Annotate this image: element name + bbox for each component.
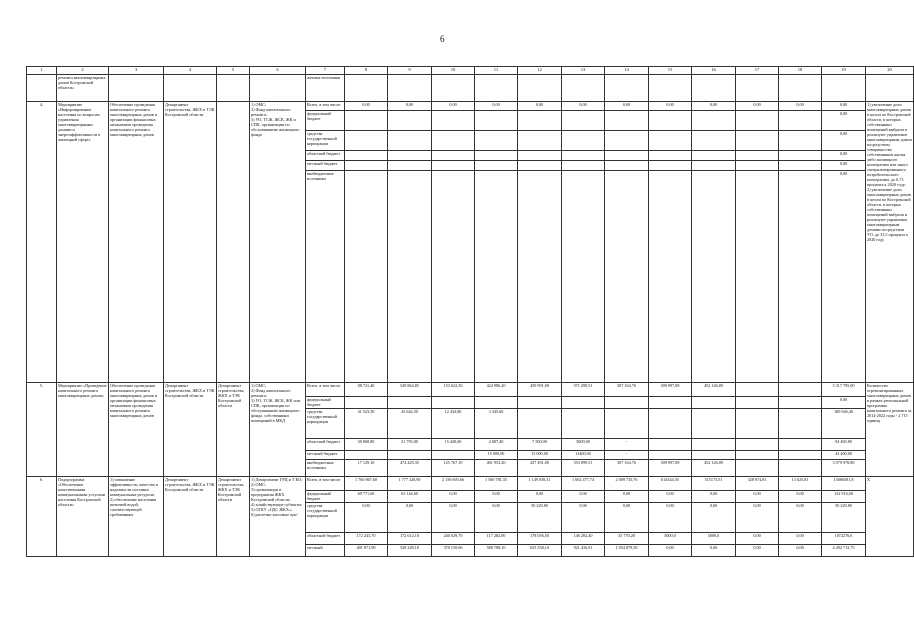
funding-source: внебюджетные источники [306,460,345,477]
funding-value [779,171,822,383]
funding-value: 50 229,80 [822,503,866,533]
funding-value: 125 767,10 [432,460,475,477]
funding-value: 35 770,20 [605,533,649,545]
funding-value: 17 129,10 [345,460,388,477]
funding-value: 43 642,50 [388,409,432,439]
funding-value [692,131,736,151]
empty-cell [250,75,306,102]
funding-value [388,397,432,409]
funding-value: 178 056,50 [518,533,562,545]
funding-value: 0,00 [779,102,822,111]
funding-value: 4 687,40 [475,439,518,451]
funding-value: 41 523,50 [345,409,388,439]
funding-value [475,397,518,409]
funding-source: федеральный бюджет [306,111,345,131]
funding-value: 0,00 [562,503,605,533]
column-header: 10 [432,67,475,75]
funding-value: 0,00 [475,503,518,533]
funding-value [736,397,779,409]
funding-value [736,131,779,151]
empty-cell [109,75,164,102]
funding-value: 3 317 795,00 [822,383,866,397]
co-executor: Департамент строительства, ЖКХ и ТЭК Костромской области [217,477,250,557]
funding-source: жетные источники [306,75,345,102]
funding-value [736,383,779,397]
funding-value: 309 997,89 [649,383,692,397]
funding-value [736,111,779,131]
funding-value [562,397,605,409]
event-name: Мероприятие «Проведение капитального ремонта многоквартирных домов» [57,383,109,477]
funding-value [779,409,822,439]
funding-value: 0,00 [736,533,779,545]
column-header: 12 [518,67,562,75]
column-header: 4 [164,67,217,75]
event-goal: Обеспечение проведения капитального ремонта многоквартирных домов и организации финансовых механизмов проведения капитального ремонта многоквартирных домов [109,383,164,477]
event-goal: 1) повышение эффективности, качества и надежности поставки коммунальных ресурсов; 2) обеспечение населения питьевой водой, соответствующей требованиям [109,477,164,557]
funding-source: местный бюджет [306,451,345,460]
value-cell [822,75,866,102]
section-row [27,102,914,111]
funding-value: 424 986,20 [475,383,518,397]
funding-value [779,439,822,451]
column-header: 1 [27,67,57,75]
column-header: 14 [605,67,649,75]
value-cell [605,75,649,102]
funding-value: 0,00 [822,151,866,161]
funding-value: 13 025,81 [779,477,822,491]
funding-value: 401 953,20 [475,460,518,477]
funding-value: 0,00 [475,102,518,111]
value-cell [736,75,779,102]
funding-value: 0,00 [692,545,736,557]
funding-value: 100 946,40 [822,409,866,439]
funding-value: 614344,35 [649,477,692,491]
funding-value [518,397,562,409]
funding-value [345,451,388,460]
funding-value: 1 560 781,35 [475,477,518,491]
funding-value: 240 029,70 [432,533,475,545]
expected-result: Количество отремонтированных многоквартирных домов в рамках региональной программы капитального ремонта за 2014-2022 годы - 2 715 единиц [866,383,914,477]
funding-value [736,460,779,477]
funding-value: 307 164,76 [605,383,649,397]
funding-value: 0,00 [649,545,692,557]
funding-value [345,171,388,383]
funding-value [605,131,649,151]
participants: 1) ОМС; 2) Фонд капитального ремонта; 3) УО, ТСЖ, ЖСК, ЖК и СПК, организации по обслуживанию жилищного фонда [250,102,306,383]
funding-value: 31 793,00 [388,439,432,451]
funding-value [649,111,692,131]
funding-value: 5000,0 [649,533,692,545]
funding-value [649,151,692,161]
column-header: 8 [345,67,388,75]
funding-value [605,111,649,131]
funding-value [345,131,388,151]
funding-value: 0,00 [736,503,779,533]
funding-value: 0,00 [736,491,779,503]
funding-value: 0,00 [562,491,605,503]
funding-value [692,151,736,161]
section-row [27,383,914,397]
funding-source: Всего, в том числе: [306,477,345,491]
funding-value [432,161,475,171]
funding-value: 88 721,40 [345,383,388,397]
funding-value: 580 788,10 [475,545,518,557]
funding-value: 0,00 [822,397,866,409]
funding-value [432,131,475,151]
funding-source: областной бюджет [306,533,345,545]
funding-source: федеральный бюджет [306,397,345,409]
funding-value [475,131,518,151]
funding-value [432,111,475,131]
funding-value [345,397,388,409]
funding-value [388,151,432,161]
funding-value: 1 054 879,58 [605,545,649,557]
funding-value [649,409,692,439]
funding-value [736,171,779,383]
funding-value: 0,00 [562,102,605,111]
funding-value [692,439,736,451]
column-header: 2 [57,67,109,75]
funding-value [779,111,822,131]
funding-value [518,409,562,439]
funding-value: 307 164,76 [605,460,649,477]
value-cell [779,75,822,102]
column-header: 11 [475,67,518,75]
funding-value [779,131,822,151]
funding-value [736,409,779,439]
column-header: 19 [822,67,866,75]
funding-value [562,131,605,151]
funding-value [649,439,692,451]
funding-source: Всего, в том числе: [306,102,345,111]
funding-value [605,161,649,171]
funding-value [345,151,388,161]
funding-value: 0,00 [822,131,866,151]
funding-value: 0,00 [605,491,649,503]
funding-value [779,161,822,171]
funding-source: областной бюджет [306,439,345,451]
funding-value: 0,00 [649,102,692,111]
funding-value: 153 622,50 [432,383,475,397]
funding-value: 1 602 477,74 [562,477,605,491]
funding-value [649,397,692,409]
funding-value: 370 150,06 [432,545,475,557]
funding-value [388,161,432,171]
funding-value [605,397,649,409]
section-row [27,477,914,491]
column-header: 15 [649,67,692,75]
funding-value [779,397,822,409]
funding-value: 12 434,80 [432,409,475,439]
funding-value: 0,00 [475,491,518,503]
funding-value: 0,00 [518,102,562,111]
funding-value [475,111,518,131]
funding-value: 1 149 058,31 [518,477,562,491]
funding-value [605,151,649,161]
funding-value: 1 777 320,90 [388,477,432,491]
funding-value [475,151,518,161]
event-goal: Обеспечение проведения капитального ремонта многоквартирных домов и организации финансовых механизмов проведения капитального ремонта многоквартирных домов [109,102,164,383]
funding-value: 0,00 [388,503,432,533]
carry-over-row [27,75,914,102]
value-cell [475,75,518,102]
column-header-row [27,67,914,75]
funding-source: местный бюджет [306,161,345,171]
row-number: 6. [27,477,57,557]
funding-value: 30 068,80 [345,439,388,451]
funding-value [562,171,605,383]
funding-value: 0,00 [736,102,779,111]
column-header: 9 [388,67,432,75]
funding-value: 452 146,89 [692,383,736,397]
funding-value [432,451,475,460]
funding-value [736,161,779,171]
funding-source: внебюджетные источники [306,171,345,383]
funding-value [692,451,736,460]
participants: 1) Департамент ГРЦ и Т КО; 2) ОМС; 3) организации и предприятия ЖКХ Костромской области; 4) хозяйствующие субъекты; 5) ОГКУ «ОДС ЖКХ»; 6) расчетно-кассовые цен- [250,477,306,557]
funding-value: 3 345,60 [475,409,518,439]
funding-value [432,151,475,161]
funding-value: 0,00 [822,111,866,131]
funding-value: 0,00 [692,491,736,503]
funding-value: 0,00 [779,491,822,503]
funding-value: 528 249,10 [388,545,432,557]
funding-value: 15 000,00 [518,451,562,460]
funding-value [518,111,562,131]
funding-value: 0,00 [779,545,822,557]
funding-value: 0,00 [779,503,822,533]
responsible-executor: Департамент строительства, ЖКХ и ТЭК Костромской области [164,477,217,557]
funding-value [518,151,562,161]
funding-value: 2 009 735,76 [605,477,649,491]
funding-value: 0,00 [388,102,432,111]
responsible-executor: Департамент строительства, ЖКХ и ТЭК Костромской области [164,383,217,477]
funding-value: 13066581,8 [822,477,866,491]
funding-value: 0,00 [822,102,866,111]
funding-value: 94 469,80 [822,439,866,451]
funding-value: 172 612,10 [388,533,432,545]
expected-result: 1) увеличение доли многоквартирных домов в целом по Костромской области, в которых собственники помещений выбрали и реализуют управление многоквартирным домом посредством товарищества собственников жилья либо жилищного кооператива или иного специализированного потребительского кооператива, до 6,73 процента к 2020 году; 2) увеличение доли многоквартирных домов в целом по Костромской области, в которых собственники помещений выбрали и реализуют управление многоквартирным домами посредством УО, до 33,5 процента к 2020 году [866,102,914,383]
funding-value [692,171,736,383]
funding-source: средства государственной корпорации [306,503,345,533]
value-cell [432,75,475,102]
funding-value: 172 243,70 [345,533,388,545]
funding-value: 1 760 867,60 [345,477,388,491]
funding-value [518,131,562,151]
funding-value: 5000,0 [692,533,736,545]
funding-value: 0,00 [649,503,692,533]
funding-value: 15 000,00 [475,451,518,460]
funding-value [562,409,605,439]
event-name: Подпрограмма «Обеспечение качественными коммунальными услугами населения Костромской области» [57,477,109,557]
event-name: Мероприятие «Информирование населения по вопросам управления многоквартирными домами и энергоэффективности в жилищной сфере» [57,102,109,383]
co-executor [217,102,250,383]
participants: 1) ОМС; 2) Фонд капитального ремонта; 3) УО, ТСЖ, ЖСК, ЖК или СПК, организации по обслуживанию жилищного фонда, собственники помещений в МКД [250,383,306,477]
funding-value [779,451,822,460]
funding-value: 0,00 [779,533,822,545]
funding-value [518,171,562,383]
funding-value [649,161,692,171]
funding-value [779,151,822,161]
funding-value: 437 491,00 [518,460,562,477]
funding-value: 69 771,60 [345,491,388,503]
funding-source: Всего, в том числе: [306,383,345,397]
funding-value [736,451,779,460]
column-header: 3 [109,67,164,75]
funding-source: средства государственной корпорации [306,409,345,439]
event-name: ремонта многоквартирных домов Костромской области» [57,75,109,102]
funding-value: 7 500,00 [518,439,562,451]
funding-value: 1072276,6 [822,533,866,545]
funding-value: 4 492 713,75 [822,545,866,557]
funding-value: 132 916,00 [822,491,866,503]
column-header: 7 [306,67,345,75]
funding-value: 0,00 [518,491,562,503]
funding-value [649,171,692,383]
funding-value [345,111,388,131]
funding-value: 146 282,40 [562,533,605,545]
funding-value [605,409,649,439]
empty-cell [217,75,250,102]
funding-source: федеральный бюджет [306,491,345,503]
value-cell [866,75,914,102]
funding-value: 0,00 [605,102,649,111]
funding-value [605,171,649,383]
funding-value: 0,00 [649,491,692,503]
column-header: 5 [217,67,250,75]
funding-value: - [605,451,649,460]
funding-value [692,111,736,131]
funding-value [475,161,518,171]
funding-value [649,131,692,151]
funding-value [692,161,736,171]
funding-value [562,161,605,171]
funding-value: 0,00 [432,503,475,533]
empty-cell [164,75,217,102]
funding-value: 459 991,00 [518,383,562,397]
funding-value [692,409,736,439]
funding-value [779,383,822,397]
column-header: 20 [866,67,914,75]
funding-value [475,171,518,383]
funding-value: 0,00 [345,503,388,533]
funding-value [649,451,692,460]
funding-value [388,171,432,383]
funding-value: 12400,00 [562,451,605,460]
funding-value: 921 416,91 [562,545,605,557]
funding-value [345,161,388,171]
page-number: 6 [440,34,445,44]
column-header: 18 [779,67,822,75]
funding-value: 309 997,89 [649,460,692,477]
value-cell [649,75,692,102]
responsible-executor: Департамент строительства, ЖКХ и ТЭК Костромской области [164,102,217,383]
funding-value: 0,00 [692,503,736,533]
column-header: 16 [692,67,736,75]
program-table [26,66,914,557]
funding-value: - [605,439,649,451]
value-cell [518,75,562,102]
funding-source: местный [306,545,345,557]
funding-value [388,451,432,460]
funding-value: 50 229,80 [518,503,562,533]
funding-value: 117 282,00 [475,533,518,545]
funding-value: 0,00 [432,491,475,503]
funding-value: 5000,00 [562,439,605,451]
funding-value: 553 899,51 [562,460,605,477]
funding-source: средства государственной корпорации [306,131,345,151]
funding-value [388,111,432,131]
funding-value: 549 864,85 [388,383,432,397]
value-cell [345,75,388,102]
co-executor: Департамент строительства, ЖКХ и ТЭК Костромской области [217,383,250,477]
funding-value: 635 358,10 [518,545,562,557]
column-header: 6 [250,67,306,75]
funding-value [432,397,475,409]
column-header: 13 [562,67,605,75]
funding-value: 474 429,35 [388,460,432,477]
value-cell [692,75,736,102]
funding-value [692,397,736,409]
funding-value: 0,00 [736,545,779,557]
funding-value: 0,00 [345,102,388,111]
funding-value: 42 400,00 [822,451,866,460]
funding-value: 63 144,60 [388,491,432,503]
value-cell [562,75,605,102]
funding-value [736,151,779,161]
funding-value: 0,00 [822,171,866,383]
column-header: 17 [736,67,779,75]
funding-value [388,131,432,151]
funding-value [562,111,605,131]
funding-source: областной бюджет [306,151,345,161]
funding-value [562,151,605,161]
funding-value [518,161,562,171]
funding-value: 2 156 605,66 [432,477,475,491]
funding-value: 401 871,90 [345,545,388,557]
funding-value: 515173,51 [692,477,736,491]
expected-result: Х [866,477,914,557]
row-number: 5. [27,383,57,477]
value-cell [388,75,432,102]
funding-value: 0,00 [692,102,736,111]
funding-value: 0,00 [822,161,866,171]
funding-value: 0,00 [605,503,649,533]
funding-value: 328 974,81 [736,477,779,491]
funding-value: 571 299,51 [562,383,605,397]
funding-value: 15 420,60 [432,439,475,451]
funding-value: 0,00 [432,102,475,111]
row-number [27,75,57,102]
funding-value [736,439,779,451]
funding-value: 452 146,89 [692,460,736,477]
funding-value [779,460,822,477]
funding-value: 3 079 978,80 [822,460,866,477]
funding-value [432,171,475,383]
row-number: 4. [27,102,57,383]
